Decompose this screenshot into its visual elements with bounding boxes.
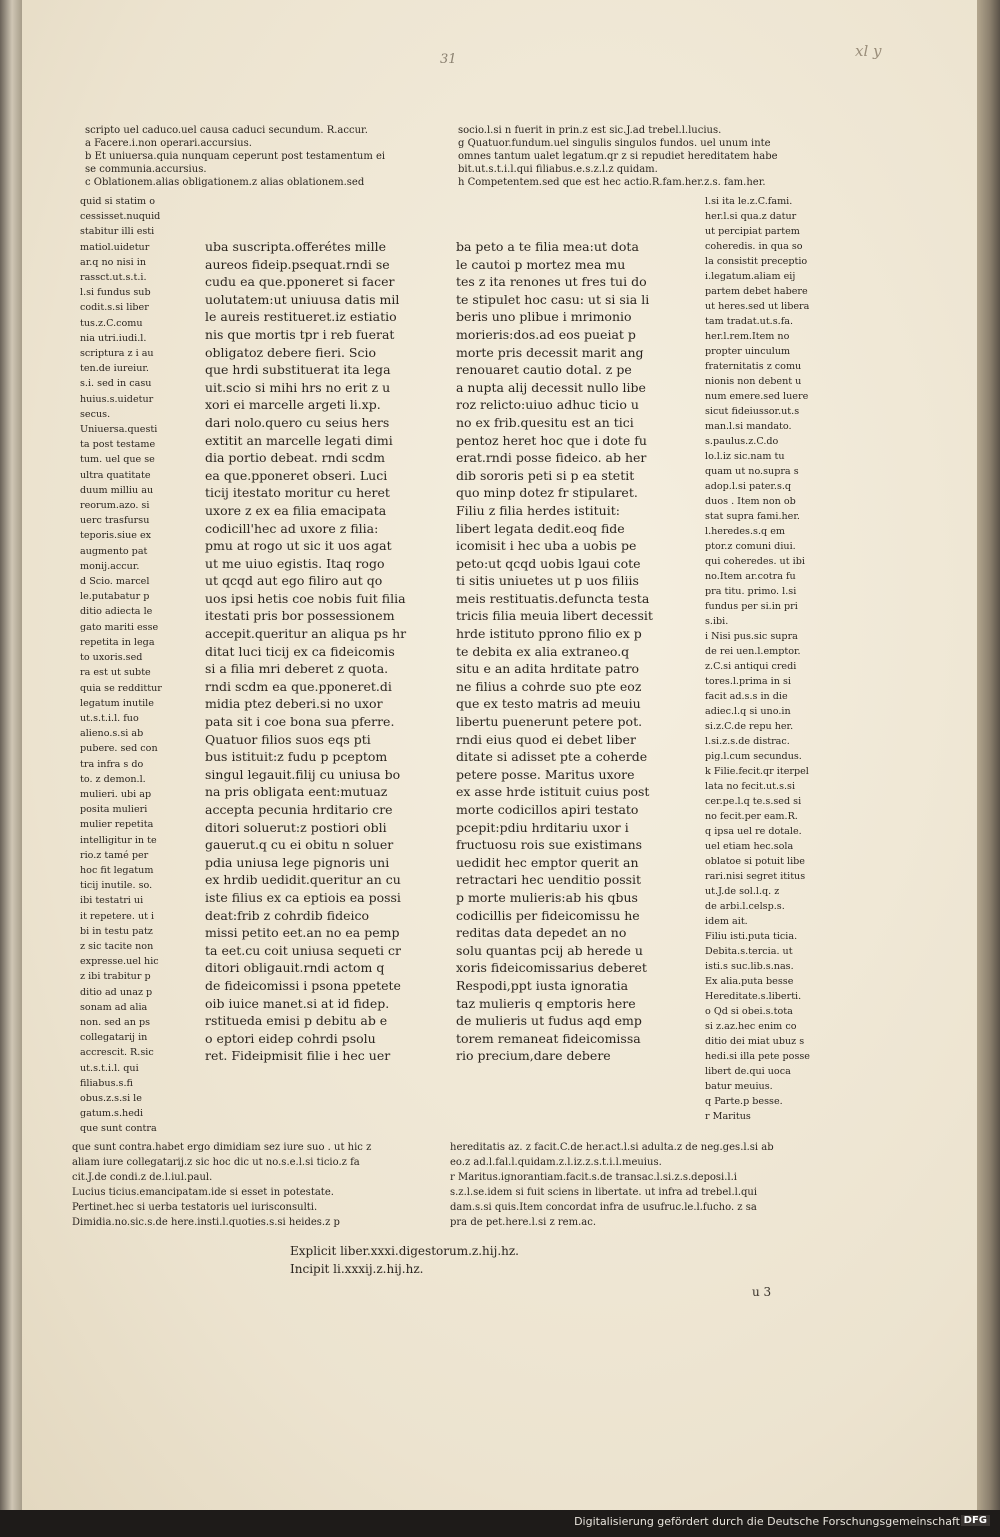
text-line: pmu at rogo ut sic it uos agat <box>205 538 392 554</box>
text-line: petere posse. Maritus uxore <box>456 766 635 782</box>
gloss-line: dam.s.si quis.Item concordat infra de usufruc.le.l.fucho. z sa <box>450 1202 757 1213</box>
gloss-line: de arbi.l.celsp.s. <box>705 901 785 912</box>
gloss-line: pubere. sed con <box>80 743 158 755</box>
gloss-line: ditio adiecta le <box>80 606 153 618</box>
gloss-line: duum milliu au <box>80 484 154 496</box>
text-line: rstitueda emisi p debitu ab e <box>205 1013 388 1029</box>
text-line: de fideicomissi i psona ppetete <box>205 977 401 993</box>
gloss-line: fundus per si.in pri <box>705 601 798 612</box>
gloss-line: Pertinet.hec si uerba testatoris uel iurisconsulti. <box>72 1202 318 1213</box>
text-line: pentoz heret hoc que i dote fu <box>456 432 647 448</box>
gloss-line: tra infra s do <box>80 758 144 770</box>
gloss-line: ten.de iureiur. <box>80 363 149 375</box>
gloss-line: expresse.uel hic <box>80 956 159 968</box>
gloss-line: rassct.ut.s.t.i. <box>80 272 147 284</box>
text-line: taz mulieris q emptoris here <box>456 995 636 1011</box>
gloss-line: l.si fundus sub <box>80 287 151 299</box>
text-line: dari nolo.quero cu seius hers <box>205 414 390 430</box>
gloss-line: d Scio. marcel <box>80 576 150 588</box>
gloss-line: socio.l.si n fuerit in prin.z est sic.J.ad trebel.l.lucius. <box>458 125 722 136</box>
gloss-line: posita mulieri <box>80 804 148 816</box>
text-line: te stipulet hoc casu: ut si sia li <box>456 291 650 307</box>
gloss-line: Ex alia.puta besse <box>705 976 794 987</box>
gloss-line: num emere.sed luere <box>705 391 809 402</box>
gloss-line: codit.s.si liber <box>80 302 149 314</box>
text-line: midia ptez deberi.si no uxor <box>205 696 383 712</box>
gloss-top-right <box>458 124 778 189</box>
text-line: de mulieris ut fudus aqd emp <box>456 1013 642 1029</box>
gloss-line: ut.s.t.i.l. fuo <box>80 712 139 724</box>
gloss-line: la consistit preceptio <box>705 256 808 267</box>
gloss-line: quid si statim o <box>80 196 155 207</box>
text-line: o eptori eidep cohrdi psolu <box>205 1030 376 1046</box>
text-line: oib iuice manet.si at id fidep. <box>205 995 390 1011</box>
gloss-line: coheredis. in qua so <box>705 241 803 252</box>
gloss-bottom-right <box>450 1140 774 1230</box>
text-line: pata sit i coe bona sua pferre. <box>205 714 395 730</box>
gloss-line: bit.ut.s.t.i.l.qui filiabus.e.s.z.l.z quidam. <box>458 164 658 175</box>
corner-signature: xl y <box>855 42 882 60</box>
text-line: si a filia mri deberet z quota. <box>205 661 389 677</box>
text-line: icomisit i hec uba a uobis pe <box>456 538 637 554</box>
gloss-line: idem ait. <box>705 916 748 927</box>
gloss-line: qui coheredes. ut ibi <box>705 556 805 567</box>
text-line: deat:frib z cohrdib fideico <box>205 907 370 923</box>
gloss-line: q Parte.p besse. <box>705 1096 783 1107</box>
text-line: libert legata dedit.eoq fide <box>456 520 625 536</box>
dfg-logo: DFG <box>961 1515 990 1526</box>
text-line: meis restituatis.defuncta testa <box>456 590 650 606</box>
gloss-line: augmento pat <box>80 545 148 557</box>
gloss-line: tores.l.prima in si <box>705 676 791 687</box>
gloss-line: h Competentem.sed que est hec actio.R.fam.her.z.s. fam.her. <box>458 177 766 188</box>
text-line: accepta pecunia hrditario cre <box>205 802 393 817</box>
text-line: torem remaneat fideicomissa <box>456 1030 641 1046</box>
gloss-line: isti.s suc.lib.s.nas. <box>705 961 794 972</box>
gloss-line: Uniuersa.questi <box>80 424 158 436</box>
text-line: peto:ut qcqd uobis lgaui cote <box>456 555 641 571</box>
text-line: que ex testo matris ad meuiu <box>456 696 641 712</box>
gloss-line: man.l.si mandato. <box>705 421 792 432</box>
text-line: uxore z ex ea filia emacipata <box>205 502 387 518</box>
gloss-line: ra est ut subte <box>80 667 151 679</box>
text-line: codicill'hec ad uxore z filia: <box>205 520 379 536</box>
gloss-line: r Maritus <box>705 1111 751 1122</box>
gloss-line: ta post testame <box>80 439 156 451</box>
gloss-line: obus.z.s.si le <box>80 1092 142 1104</box>
text-line: bus istituit:z fudu p pceptom <box>205 749 388 765</box>
gloss-line: teporis.siue ex <box>80 530 152 542</box>
gloss-line: s.ibi. <box>705 616 729 627</box>
text-line: Filiu z filia herdes istituit: <box>456 502 620 518</box>
text-line: obligatoz debere fieri. Scio <box>205 344 376 360</box>
text-line: reditas data depedet an no <box>456 925 627 941</box>
gloss-top-left <box>85 124 385 189</box>
text-line: pcepit:pdiu hrditariu uxor i <box>456 819 629 835</box>
gloss-line: it repetere. ut i <box>80 910 155 922</box>
text-line: singul legauit.filij cu uniusa bo <box>205 766 401 782</box>
incipit-line: Incipit li.xxxij.z.hij.hz. <box>290 1262 424 1276</box>
gloss-line: quia se reddittur <box>80 682 162 694</box>
gloss-line: pig.l.cum secundus. <box>705 751 802 762</box>
text-line: libertu puenerunt petere pot. <box>456 714 643 730</box>
gloss-line: matiol.uidetur <box>80 241 150 253</box>
gloss-line: no.Item ar.cotra fu <box>705 571 796 582</box>
text-line: roz relicto:uiuo adhuc ticio u <box>456 397 639 413</box>
text-line: le aureis restitueret.iz estiatio <box>205 309 397 325</box>
text-line: xoris fideicomissarius deberet <box>456 960 647 976</box>
gloss-line: bi in testu patz <box>80 925 153 937</box>
gloss-line: lata no fecit.ut.s.si <box>705 781 796 792</box>
gloss-line: oblatoe si potuit libe <box>705 856 805 867</box>
text-line: ut me uiuo egistis. Itaq rogo <box>205 555 385 571</box>
gloss-line: aliam iure collegatarij.z sic hoc dic ut no.s.e.l.si ticio.z fa <box>72 1157 360 1168</box>
gloss-line: filiabus.s.fi <box>80 1077 133 1089</box>
gloss-line: i Nisi pus.sic supra <box>705 631 798 642</box>
gloss-line: le.putabatur p <box>80 591 150 603</box>
text-line: p morte mulieris:ab his qbus <box>456 889 638 905</box>
gloss-line: z sic tacite non <box>80 940 154 952</box>
text-line: ea que.pponeret obseri. Luci <box>205 467 388 483</box>
text-line: Respodi,ppt iusta ignoratia <box>456 977 629 993</box>
text-line: le cautoi p mortez mea mu <box>456 256 626 272</box>
text-line: nis que mortis tpr i reb fuerat <box>205 326 395 342</box>
text-line: ticij itestato moritur cu heret <box>205 485 390 501</box>
gloss-line: que sunt contra.habet ergo dimidiam sez iure suo . ut hic z <box>72 1142 372 1153</box>
gloss-line: l.si.z.s.de distrac. <box>705 736 790 747</box>
gloss-line: gato mariti esse <box>80 621 159 633</box>
text-line: itestati pris bor possessionem <box>205 608 395 624</box>
gloss-line: eo.z ad.l.fal.l.quidam.z.l.iz.z.s.t.i.l.meuius. <box>450 1157 662 1168</box>
gloss-line: c Oblationem.alias obligationem.z alias oblationem.sed <box>85 177 365 188</box>
text-line: solu quantas pcij ab herede u <box>456 942 643 958</box>
text-line: ut qcqd aut ego filiro aut qo <box>205 573 383 589</box>
text-line: ditori soluerut:z postiori obli <box>205 819 387 835</box>
text-line: situ e an adita hrditate patro <box>456 661 640 677</box>
text-line: renouaret cautio dotal. z pe <box>456 362 632 378</box>
gloss-line: q ipsa uel re dotale. <box>705 826 802 837</box>
text-line: ti sitis uniuetes ut p uos filiis <box>456 573 639 589</box>
text-line: aureos fideip.psequat.rndi se <box>205 256 390 272</box>
gloss-line: ut.s.t.i.l. qui <box>80 1062 139 1074</box>
gloss-line: si z.az.hec enim co <box>705 1021 797 1032</box>
gloss-line: nionis non debent u <box>705 376 802 387</box>
gloss-line: adiec.l.q si uno.in <box>705 706 791 717</box>
gloss-line: no fecit.per eam.R. <box>705 811 798 822</box>
gloss-line: scriptura z i au <box>80 348 154 360</box>
gloss-line: gatum.s.hedi <box>80 1108 144 1120</box>
gloss-line: tum. uel que se <box>80 454 155 466</box>
text-line: uba suscripta.offerétes mille <box>205 239 387 254</box>
gloss-line: huius.s.uidetur <box>80 393 154 405</box>
gloss-line: Hereditate.s.liberti. <box>705 991 802 1002</box>
gloss-line: adop.l.si pater.s.q <box>705 481 792 492</box>
text-line: a nupta alij decessit nullo libe <box>456 379 646 395</box>
gloss-line: Dimidia.no.sic.s.de here.insti.l.quoties.s.si heides.z p <box>72 1217 340 1228</box>
gloss-right-column <box>705 194 810 1124</box>
gloss-line: uel etiam hec.sola <box>705 841 794 852</box>
gloss-line: scripto uel caduco.uel causa caduci secundum. R.accur. <box>85 125 368 136</box>
text-line: Quatuor filios suos eqs pti <box>205 731 371 747</box>
explicit-incipit <box>290 1242 519 1278</box>
gloss-line: a Facere.i.non operari.accursius. <box>85 138 252 149</box>
gloss-line: hereditatis az. z facit.C.de her.act.l.si adulta.z de neg.ges.l.si ab <box>450 1142 774 1153</box>
text-line: quo minp dotez fr stipularet. <box>456 485 638 501</box>
text-line: ret. Fideipmisit filie i hec uer <box>205 1048 391 1064</box>
gloss-line: her.l.rem.Item no <box>705 331 790 342</box>
text-line: tricis filia meuia libert decessit <box>456 608 653 624</box>
text-line: hrde istituto pprono filio ex p <box>456 626 642 642</box>
gloss-line: rio.z tamé per <box>80 849 149 861</box>
gloss-line: i.legatum.aliam eij <box>705 271 796 282</box>
gloss-line: partem debet habere <box>705 286 808 297</box>
gloss-line: l.si ita le.z.C.fami. <box>705 196 793 207</box>
gloss-line: tam tradat.ut.s.fa. <box>705 316 794 327</box>
text-line: accepit.queritur an aliqua ps hr <box>205 626 407 642</box>
text-line: gauerut.q cu ei obitu n soluer <box>205 837 394 853</box>
gloss-line: pra titu. primo. l.si <box>705 586 797 597</box>
gloss-line: b Et uniuersa.quia nunquam ceperunt post testamentum ei <box>85 151 386 162</box>
text-line: ba peto a te filia mea:ut dota <box>456 239 639 254</box>
text-line: rndi scdm ea que.pponeret.di <box>205 678 392 694</box>
main-text-column-2 <box>456 238 653 1065</box>
text-line: na pris obligata eent:mutuaz <box>205 784 388 800</box>
main-text-column-1 <box>205 238 406 1065</box>
gloss-line: monij.accur. <box>80 560 140 572</box>
text-line: morieris:dos.ad eos pueiat p <box>456 326 636 342</box>
gloss-line: sicut fideiussor.ut.s <box>705 406 800 417</box>
text-line: codicillis per fideicomissu he <box>456 907 640 923</box>
gloss-line: g Quatuor.fundum.uel singulis singulos fundos. uel unum inte <box>458 138 771 149</box>
gloss-line: secus. <box>80 408 111 420</box>
gloss-line: k Filie.fecit.qr iterpel <box>705 766 809 777</box>
text-line: cudu ea que.pponeret si facer <box>205 274 395 290</box>
gloss-line: accrescit. R.sic <box>80 1047 154 1059</box>
text-line: retractari hec uenditio possit <box>456 872 642 888</box>
gloss-line: reorum.azo. si <box>80 500 150 512</box>
page-fore-edge <box>975 0 1000 1510</box>
text-line: beris uno plibue i mrimonio <box>456 309 632 325</box>
gloss-line: ar.q no nisi in <box>80 256 147 268</box>
text-line: morte codicillos apiri testato <box>456 802 639 817</box>
text-line: pdia uniusa lege pignoris uni <box>205 854 390 870</box>
gloss-line: omnes tantum ualet legatum.qr z si repudiet hereditatem habe <box>458 151 778 162</box>
gloss-line: duos . Item non ob <box>705 496 796 507</box>
gloss-line: quam ut no.supra s <box>705 466 799 477</box>
footer-credit: Digitalisierung gefördert durch die Deutsche Forschungsgemeinschaft <box>574 1515 960 1528</box>
gloss-line: hoc fit legatum <box>80 864 154 876</box>
gloss-line: collegatarij in <box>80 1032 148 1044</box>
gloss-line: stat supra fami.her. <box>705 511 800 522</box>
text-line: ex asse hrde istituit cuius post <box>456 784 650 800</box>
gloss-line: Lucius ticius.emancipatam.ide si esset in potestate. <box>72 1187 334 1198</box>
explicit-line: Explicit liber.xxxi.digestorum.z.hij.hz. <box>290 1244 519 1258</box>
bottom-signature: u 3 <box>752 1285 772 1299</box>
gloss-line: Debita.s.tercia. ut <box>705 946 793 957</box>
text-line: uedidit hec emptor querit an <box>456 854 639 870</box>
gloss-line: batur meuius. <box>705 1081 773 1092</box>
text-line: rndi eius quod ei debet liber <box>456 731 636 747</box>
gloss-line: ut percipiat partem <box>705 226 800 237</box>
gloss-line: mulieri. ubi ap <box>80 788 152 800</box>
gloss-line: nia utri.iudi.l. <box>80 332 147 344</box>
gloss-line: to. z demon.l. <box>80 773 146 785</box>
text-line: no ex frib.quesitu est an tici <box>456 414 634 430</box>
gloss-line: ibi testatri ui <box>80 895 144 907</box>
gloss-line: z.C.si antiqui credi <box>705 661 797 672</box>
gloss-line: l.heredes.s.q em <box>705 526 785 537</box>
text-line: xori ei marcelle argeti li.xp. <box>205 397 381 413</box>
gloss-line: de rei uen.l.emptor. <box>705 646 801 657</box>
gloss-line: ut.J.de sol.l.q. z <box>705 886 780 897</box>
gloss-line: ticij inutile. so. <box>80 880 153 892</box>
gloss-bottom-left <box>72 1140 371 1230</box>
text-line: erat.rndi posse fideico. ab her <box>456 450 647 466</box>
gloss-line: stabitur illi esti <box>80 226 155 238</box>
gloss-line: repetita in lega <box>80 636 155 648</box>
text-line: uolutatem:ut uniuusa datis mil <box>205 291 400 307</box>
gloss-line: facit ad.s.s in die <box>705 691 788 702</box>
gloss-line: hedi.si illa pete posse <box>705 1051 810 1062</box>
gloss-line: cessisset.nuquid <box>80 211 161 223</box>
text-line: iste filius ex ca eptiois ea possi <box>205 889 401 905</box>
text-line: ex hrdib uedidit.queritur an cu <box>205 872 401 888</box>
gloss-line: propter uinculum <box>705 346 791 357</box>
gloss-line: non. sed an ps <box>80 1016 151 1028</box>
text-line: uit.scio si mihi hrs no erit z u <box>205 379 391 395</box>
text-line: ditate si adisset pte a coherde <box>456 749 648 765</box>
text-line: morte pris decessit marit ang <box>456 344 644 360</box>
gloss-line: Filiu isti.puta ticia. <box>705 931 798 942</box>
gloss-line: z ibi trabitur p <box>80 971 151 983</box>
gloss-line: legatum inutile <box>80 697 154 709</box>
gloss-line: rari.nisi segret ititus <box>705 871 806 882</box>
text-line: tes z ita renones ut fres tui do <box>456 274 647 290</box>
gloss-line: sonam ad alia <box>80 1001 148 1013</box>
text-line: te debita ex alia extraneo.q <box>456 643 630 659</box>
gloss-line: alieno.s.si ab <box>80 728 144 740</box>
gloss-line: mulier repetita <box>80 819 154 831</box>
gloss-line: cit.J.de condi.z de.l.iul.paul. <box>72 1172 213 1183</box>
gloss-line: tus.z.C.comu <box>80 317 143 329</box>
text-line: ditori obligauit.rndi actom q <box>205 960 385 976</box>
gloss-line: ultra quatitate <box>80 469 151 481</box>
gloss-line: ptor.z comuni diui. <box>705 541 796 552</box>
gloss-line: to uxoris.sed <box>80 652 143 664</box>
folio-number: 31 <box>440 52 457 67</box>
gloss-left-column <box>80 194 162 1137</box>
facing-page-edge <box>0 0 22 1537</box>
gloss-line: ditio dei miat ubuz s <box>705 1036 805 1047</box>
gloss-line: ditio ad unaz p <box>80 986 153 998</box>
gloss-line: uerc trasfursu <box>80 515 150 527</box>
text-line: que hrdi substituerat ita lega <box>205 362 391 378</box>
gloss-line: r Maritus.ignorantiam.facit.s.de transac.l.si.z.s.deposi.l.i <box>450 1172 738 1183</box>
gloss-line: si.z.C.de repu her. <box>705 721 794 732</box>
gloss-line: libert de.qui uoca <box>705 1066 791 1077</box>
text-line: ne filius a cohrde suo pte eoz <box>456 678 642 694</box>
gloss-line: s.paulus.z.C.do <box>705 436 779 447</box>
text-line: extitit an marcelle legati dimi <box>205 432 393 448</box>
gloss-line: o Qd si obei.s.tota <box>705 1006 793 1017</box>
gloss-line: que sunt contra <box>80 1123 157 1135</box>
text-line: dia portio debeat. rndi scdm <box>205 450 385 466</box>
gloss-line: pra de pet.here.l.si z rem.ac. <box>450 1217 597 1228</box>
gloss-line: se communia.accursius. <box>85 164 207 175</box>
text-line: fructuosu rois sue existimans <box>456 837 643 853</box>
gloss-line: s.z.l.se.idem si fuit sciens in libertate. ut infra ad trebel.l.qui <box>450 1187 758 1198</box>
gloss-line: cer.pe.l.q te.s.sed si <box>705 796 802 807</box>
text-line: uos ipsi hetis coe nobis fuit filia <box>205 590 406 606</box>
gloss-line: fraternitatis z comu <box>705 361 802 372</box>
gloss-line: her.l.si qua.z datur <box>705 211 797 222</box>
text-line: ditat luci ticij ex ca fideicomis <box>205 643 395 659</box>
gloss-line: ut heres.sed ut libera <box>705 301 810 312</box>
gloss-line: s.i. sed in casu <box>80 378 152 390</box>
gloss-line: intelligitur in te <box>80 834 157 846</box>
text-line: rio precium,dare debere <box>456 1048 611 1064</box>
text-line: missi petito eet.an no ea pemp <box>205 925 400 941</box>
text-line: dib sororis peti si p ea stetit <box>456 467 635 483</box>
gloss-line: lo.l.iz sic.nam tu <box>705 451 785 462</box>
text-line: ta eet.cu coit uniusa sequeti cr <box>205 942 402 958</box>
